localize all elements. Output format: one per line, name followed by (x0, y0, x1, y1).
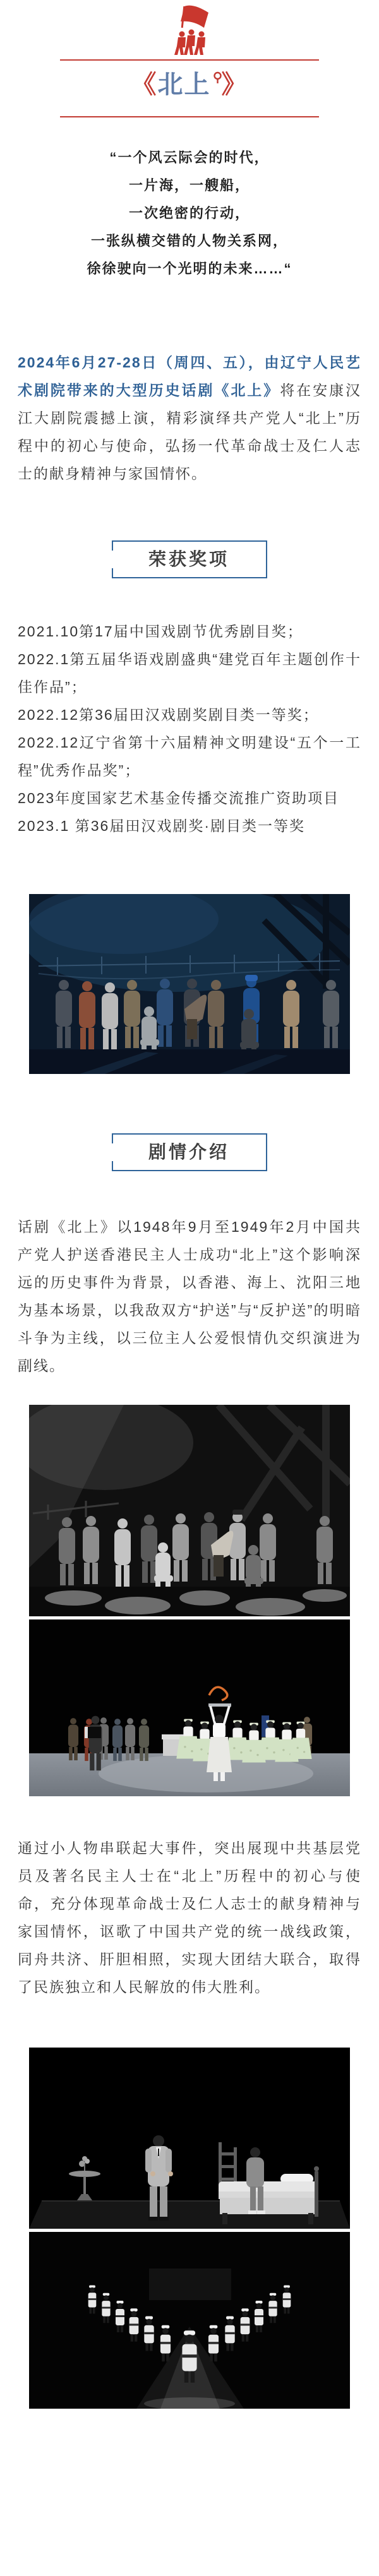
intro-paragraph (18, 349, 361, 487)
award-item: 2023.1 第36届田汉戏剧奖·剧目类一等奖 (18, 818, 305, 834)
awards-list (18, 617, 361, 840)
title-text: 北上 (157, 71, 211, 98)
award-item: 2023年度国家艺术基金传播交流推广资助项目 (18, 790, 340, 806)
plot-paragraph-2: 通过小人物串联起大事件，突出展现中共基层党员及著名民主人士在“北上”历程中的初心与使命，充分体现革命战士及仁人志士的献身精神与家国情怀，讴歌了中国共产党的统一战线政策，同舟共济、肝胆相照，实现大团结大联合，取得了民族独立和人民解放的伟大胜利。 (18, 1840, 361, 1995)
stage-photo-1[interactable] (29, 894, 350, 1074)
section-heading-plot: 剧情介绍 (112, 1133, 267, 1171)
stage-photo-5[interactable] (29, 2232, 350, 2409)
quote-line: 一片海，一艘船， (128, 177, 250, 193)
red-divider-top (60, 59, 319, 61)
stage-photo-4[interactable] (29, 2048, 350, 2229)
award-item: 2022.1第五届华语戏剧盛典“建党百年主题创作十佳作品”； (18, 651, 361, 695)
search-icon[interactable] (212, 62, 223, 90)
intro-highlight: 2024年6月27-28日（周四、五），由辽宁人民艺术剧院带来的大型历史话剧《北上》 (18, 354, 361, 398)
award-item: 2021.10第17届中国戏剧节优秀剧目奖； (18, 623, 303, 640)
section-heading-awards: 荣获奖项 (112, 540, 267, 578)
title-bracket-open: 《 (131, 71, 158, 98)
award-item: 2022.12第36届田汉戏剧奖剧目类一等奖； (18, 707, 319, 723)
stage-photo-2[interactable] (29, 1405, 350, 1616)
stage-photo-3[interactable] (29, 1619, 350, 1796)
quote-line: “一个风云际会的时代， (109, 150, 270, 165)
title-bracket-close: 》 (221, 71, 248, 98)
plot-paragraph-1: 话剧《北上》以1948年9月至1949年2月中国共产党人护送香港民主人士成功“北上”这个影响深远的历史事件为背景，以香港、海上、沈阳三地为基本场景，以我敌双方“护送”与“反护送”的明暗斗争为主线，以三位主人公爱恨情仇交织演进为副线。 (18, 1219, 361, 1374)
red-divider-bottom (60, 116, 319, 117)
quote-line: 一次绝密的行动， (128, 205, 250, 221)
award-item: 2022.12辽宁省第十六届精神文明建设“五个一工程”优秀作品奖”； (18, 734, 361, 778)
opening-quote (0, 144, 379, 283)
intro-rest: 将在安康汉江大剧院震撼上演，精彩演绎共产党人“北上”历程中的初心与使命，弘扬一代革命战士及仁人志士的献身精神与家国情怀。 (18, 382, 362, 482)
flag-icon (165, 4, 214, 58)
quote-line: 一张纵横交错的人物关系网， (90, 233, 288, 249)
page-title (0, 69, 379, 100)
quote-line: 徐徐驶向一个光明的未来……“ (87, 261, 292, 277)
article-header (0, 0, 379, 117)
